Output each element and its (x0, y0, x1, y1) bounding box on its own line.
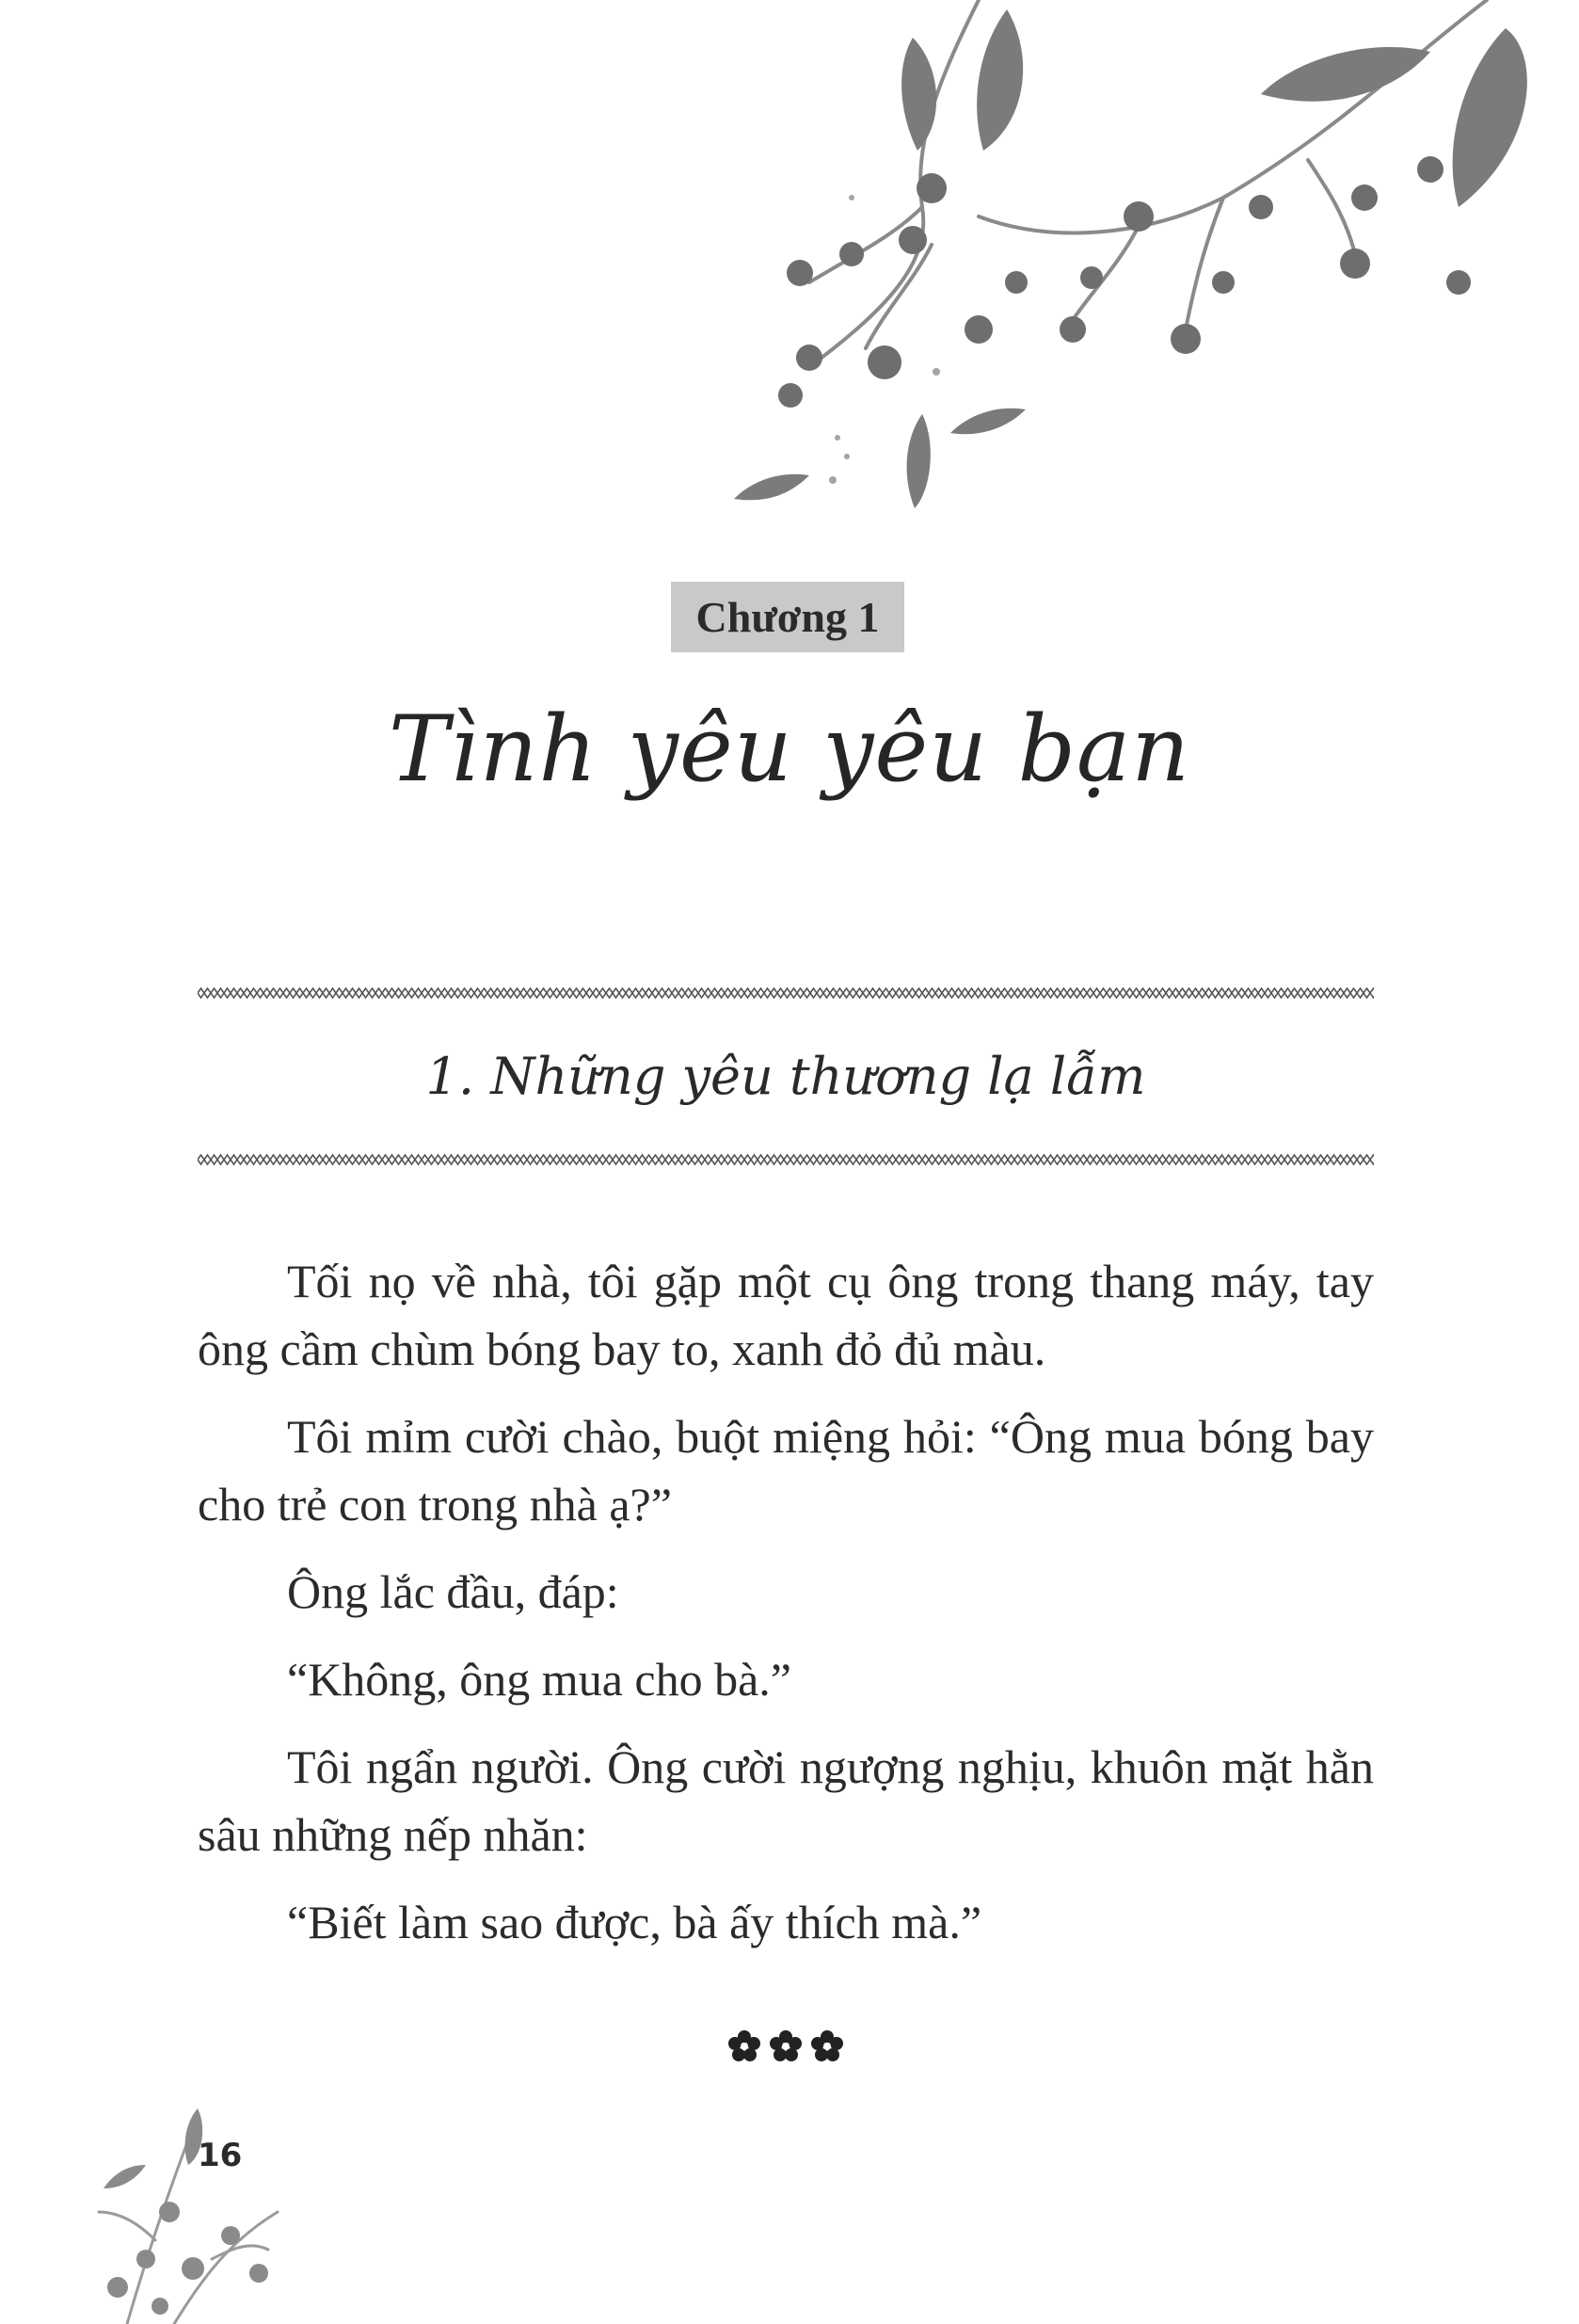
divider-top (198, 986, 1374, 1000)
section-title: 1. Những yêu thương lạ lẫm (425, 1047, 1146, 1106)
chapter-label: Chương 1 (671, 582, 904, 652)
paragraph: “Biết làm sao được, bà ấy thích mà.” (287, 1896, 982, 1948)
paragraph: Tối nọ về nhà, tôi gặp một cụ ông trong thang máy, tay ông cầm chùm bóng bay to, xanh đỏ đủ màu. (198, 1255, 1374, 1375)
paragraph: Tôi ngẩn người. Ông cười ngượng nghịu, khuôn mặt hằn sâu những nếp nhăn: (198, 1740, 1374, 1861)
divider-bottom (198, 1153, 1374, 1166)
floral-sprig-illustration (89, 2071, 334, 2324)
body-text (198, 1247, 1374, 1976)
section-ornament (725, 2029, 847, 2067)
page-number: 16 (198, 2137, 243, 2174)
chapter-title: Tình yêu yêu bạn (388, 697, 1191, 802)
floral-branch-illustration (696, 0, 1579, 527)
paragraph: Ông lắc đầu, đáp: (287, 1565, 619, 1618)
flower-icon (810, 2029, 844, 2063)
flower-icon (769, 2029, 803, 2063)
flower-icon (727, 2029, 761, 2063)
paragraph: Tôi mỉm cười chào, buột miệng hỏi: “Ông mua bóng bay cho trẻ con trong nhà ạ?” (198, 1410, 1374, 1531)
paragraph: “Không, ông mua cho bà.” (287, 1653, 791, 1706)
